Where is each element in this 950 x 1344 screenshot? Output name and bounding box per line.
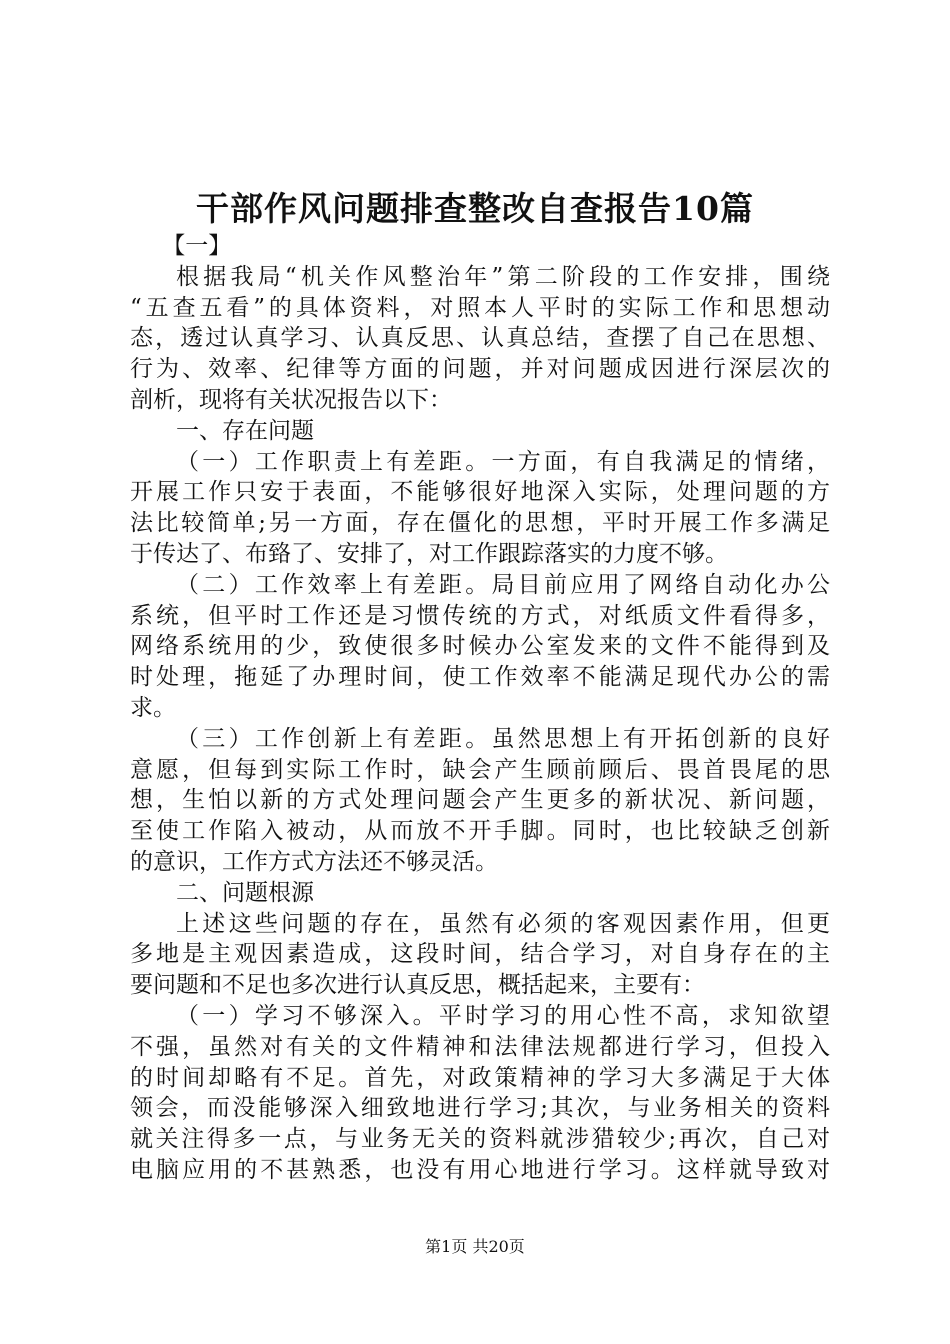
text-line: 的时间却略有不足。首先，对政策精神的学习大多满足于大体 [130,1064,830,1091]
text-line: 【一】 [162,233,232,259]
text-line: 一、存在问题 [176,417,314,444]
text-line: 就关注得多一点，与业务无关的资料就涉猎较少;再次，自己对 [130,1126,830,1153]
text-line: 想，生怕以新的方式处理问题会产生更多的新状况、新问题， [130,787,830,814]
text-line: 上述这些问题的存在，虽然有必须的客观因素作用，但更 [176,910,830,937]
text-line: 意愿，但每到实际工作时，缺会产生顾前顾后、畏首畏尾的思 [130,756,830,783]
document-body [130,231,830,1186]
page-footer: 第1页 共20页 [425,1237,525,1256]
text-line: “五查五看”的具体资料，对照本人平时的实际工作和思想动 [130,294,830,321]
text-line: 电脑应用的不甚熟悉，也没有用心地进行学习。这样就导致对 [130,1156,830,1183]
text-line: 剖析，现将有关状况报告以下： [130,386,452,413]
text-line: 行为、效率、纪律等方面的问题，并对问题成因进行深层次的 [130,356,830,383]
text-line: 时处理，拖延了办理时间，使工作效率不能满足现代办公的需 [130,664,830,691]
text-line: （二）工作效率上有差距。局目前应用了网络自动化办公 [176,571,830,598]
text-line: （一）学习不够深入。平时学习的用心性不高，求知欲望 [176,1002,830,1029]
text-line: （三）工作创新上有差距。虽然思想上有开拓创新的良好 [176,725,830,752]
text-line: 网络系统用的少，致使很多时候办公室发来的文件不能得到及 [130,633,830,660]
text-line: 要问题和不足也多次进行认真反思，概括起来，主要有： [130,972,705,999]
text-line: 领会，而没能够深入细致地进行学习;其次，与业务相关的资料 [130,1095,830,1122]
text-line: 二、问题根源 [176,879,314,906]
text-line: 求。 [130,694,176,721]
text-line: 至使工作陷入被动，从而放不开手脚。同时，也比较缺乏创新 [130,818,830,845]
text-line: 不强，虽然对有关的文件精神和法律法规都进行学习，但投入 [130,1033,830,1060]
text-line: 开展工作只安于表面，不能够很好地深入实际，处理问题的方 [130,479,830,506]
text-line: 多地是主观因素造成，这段时间，结合学习，对自身存在的主 [130,941,830,968]
text-line: 根据我局“机关作风整治年”第二阶段的工作安排，围绕 [176,263,830,290]
text-line: （一）工作职责上有差距。一方面，有自我满足的情绪， [176,448,830,475]
text-line: 态，透过认真学习、认真反思、认真总结，查摆了自己在思想、 [130,325,830,352]
document-title: 干部作风问题排查整改自查报告10篇 [196,189,754,228]
text-line: 于传达了、布臵了、安排了，对工作跟踪落实的力度不够。 [130,540,728,567]
text-line: 系统，但平时工作还是习惯传统的方式，对纸质文件看得多， [130,602,830,629]
text-line: 法比较简单;另一方面，存在僵化的思想，平时开展工作多满足 [130,510,830,537]
text-line: 的意识，工作方式方法还不够灵活。 [130,848,498,875]
